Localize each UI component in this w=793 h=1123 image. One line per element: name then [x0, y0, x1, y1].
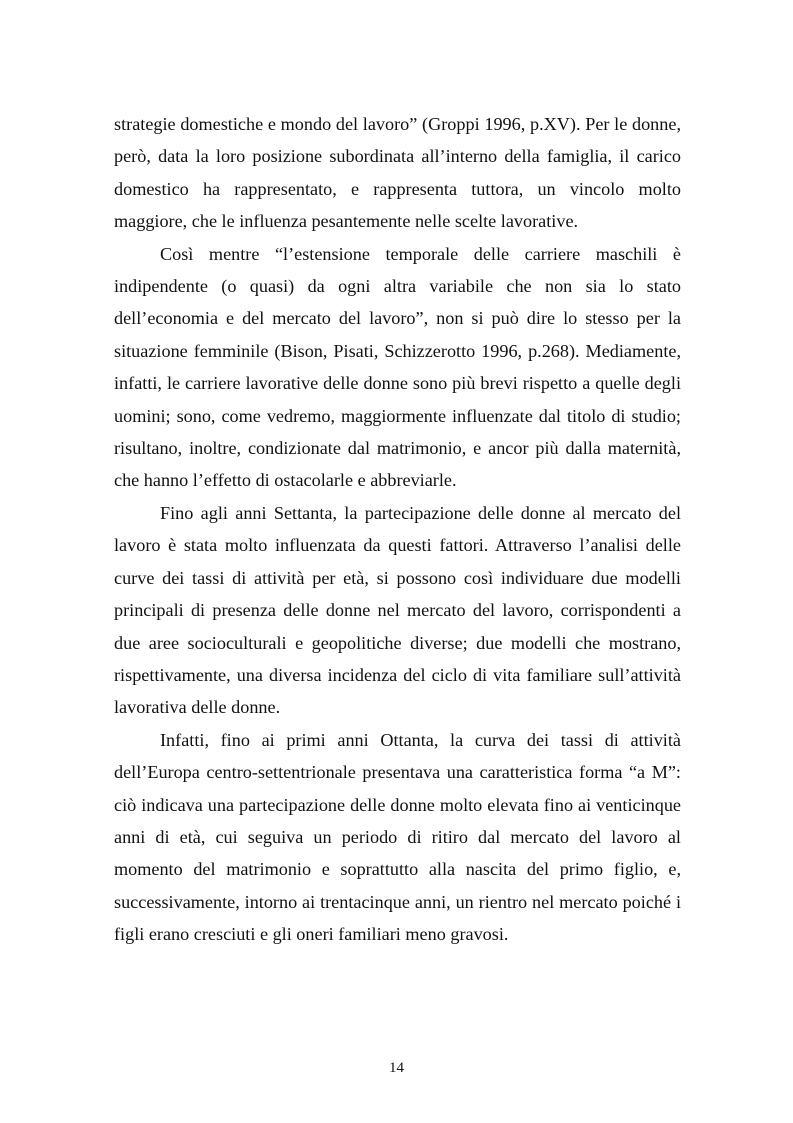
page-number: 14 [389, 1060, 404, 1076]
body-text [114, 108, 681, 951]
paragraph-3: Fino agli anni Settanta, la partecipazione delle donne al mercato del lavoro è stata molto influenzata da questi fattori. Attraverso l’analisi delle curve dei tassi di attività per età, si possono così individuare due modelli principali di presenza delle donne nel mercato del lavoro, corrispondenti a due aree socioculturali e geopolitiche diverse; due modelli che mostrano, rispettivamente, una diversa incidenza del ciclo di vita familiare sull’attività lavorativa delle donne. [114, 502, 681, 718]
paragraph-2: Così mentre “l’estensione temporale delle carriere maschili è indipendente (o quasi) da ogni altra variabile che non sia lo stato dell’economia e del mercato del lavoro”, non si può dire lo stesso per la situazione femminile (Bison, Pisati, Schizzerotto 1996, p.268). Mediamente, infatti, le carriere lavorative delle donne sono più brevi rispetto a quelle degli uomini; sono, come vedremo, maggiormente influenzate dal titolo di studio; risultano, inoltre, condizionate dal matrimonio, e ancor più dalla maternità, che hanno l’effetto di ostacolarle e abbreviarle. [114, 243, 681, 491]
paragraph-4: Infatti, fino ai primi anni Ottanta, la curva dei tassi di attività dell’Europa centro-settentrionale presentava una caratteristica forma “a M”: ciò indicava una partecipazione delle donne molto elevata fino ai venticinque anni di età, cui seguiva un periodo di ritiro dal mercato del lavoro al momento del matrimonio e soprattutto alla nascita del primo figlio, e, successivamente, intorno ai trentacinque anni, un rientro nel mercato poiché i figli erano cresciuti e gli oneri familiari meno gravosi. [114, 729, 681, 945]
paragraph-1: strategie domestiche e mondo del lavoro” (Groppi 1996, p.XV). Per le donne, però, data la loro posizione subordinata all’interno della famiglia, il carico domestico ha rappresentato, e rappresenta tuttora, un vincolo molto maggiore, che le influenza pesantemente nelle scelte lavorative. [114, 114, 681, 232]
